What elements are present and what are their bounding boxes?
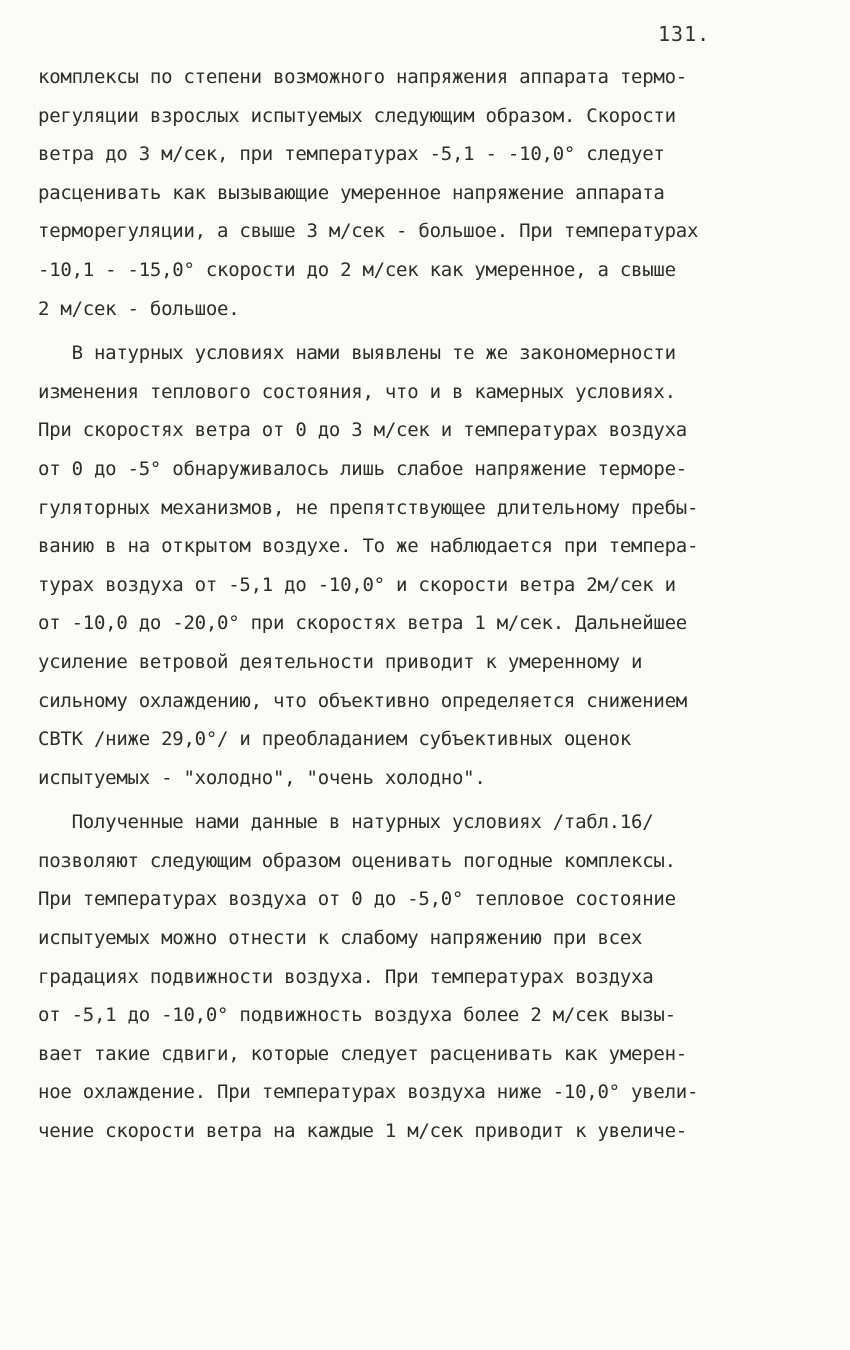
text-line: ное охлаждение. При температурах воздуха ниже -10,0° увели-: [38, 1081, 699, 1104]
text-line: ванию в на открытом воздухе. То же наблюдается при темпера-: [38, 535, 699, 558]
paragraph-1: [38, 58, 828, 328]
text-line: испытуемых можно отнести к слабому напряжению при всех: [38, 927, 643, 950]
text-line: -10,1 - -15,0° скорости до 2 м/сек как умеренное, а свыше: [38, 258, 676, 281]
document-body: [38, 58, 828, 1151]
text-line: вает такие сдвиги, которые следует расценивать как умерен-: [38, 1042, 687, 1065]
paragraph-3: [38, 803, 828, 1150]
text-line: Полученные нами данные в натурных условиях /табл.16/: [38, 811, 654, 834]
text-line: При скоростях ветра от 0 до 3 м/сек и температурах воздуха: [38, 419, 687, 442]
text-line: изменения теплового состояния, что и в камерных условиях.: [38, 380, 676, 403]
text-line: расценивать как вызывающие умеренное напряжение аппарата: [38, 181, 665, 204]
text-line: ветра до 3 м/сек, при температурах -5,1 - -10,0° следует: [38, 143, 665, 166]
text-line: При температурах воздуха от 0 до -5,0° тепловое состояние: [38, 888, 676, 911]
text-line: терморегуляции, а свыше 3 м/сек - большое. При температурах: [38, 220, 699, 243]
text-line: 2 м/сек - большое.: [38, 297, 240, 320]
text-line: градациях подвижности воздуха. При температурах воздуха: [38, 965, 654, 988]
text-line: В натурных условиях нами выявлены те же закономерности: [38, 342, 676, 365]
text-line: сильному охлаждению, что объективно определяется снижением: [38, 689, 687, 712]
paragraph-2: [38, 334, 828, 797]
text-line: гуляторных механизмов, не препятствующее длительному пребы-: [38, 496, 699, 519]
page-number: 131.: [658, 22, 711, 46]
text-line: испытуемых - "холодно", "очень холодно".: [38, 766, 486, 789]
text-line: от 0 до -5° обнаруживалось лишь слабое напряжение терморе-: [38, 457, 687, 480]
text-line: регуляции взрослых испытуемых следующим образом. Скорости: [38, 104, 676, 127]
text-line: усиление ветровой деятельности приводит к умеренному и: [38, 650, 643, 673]
text-line: от -10,0 до -20,0° при скоростях ветра 1 м/сек. Дальнейшее: [38, 612, 687, 635]
text-line: от -5,1 до -10,0° подвижность воздуха более 2 м/сек вызы-: [38, 1004, 676, 1027]
text-line: чение скорости ветра на каждые 1 м/сек приводит к увеличе-: [38, 1120, 687, 1143]
text-line: позволяют следующим образом оценивать погодные комплексы.: [38, 849, 676, 872]
text-line: турах воздуха от -5,1 до -10,0° и скорости ветра 2м/сек и: [38, 573, 676, 596]
text-line: комплексы по степени возможного напряжения аппарата термо-: [38, 66, 687, 88]
text-line: СВТК /ниже 29,0°/ и преобладанием субъективных оценок: [38, 728, 632, 751]
